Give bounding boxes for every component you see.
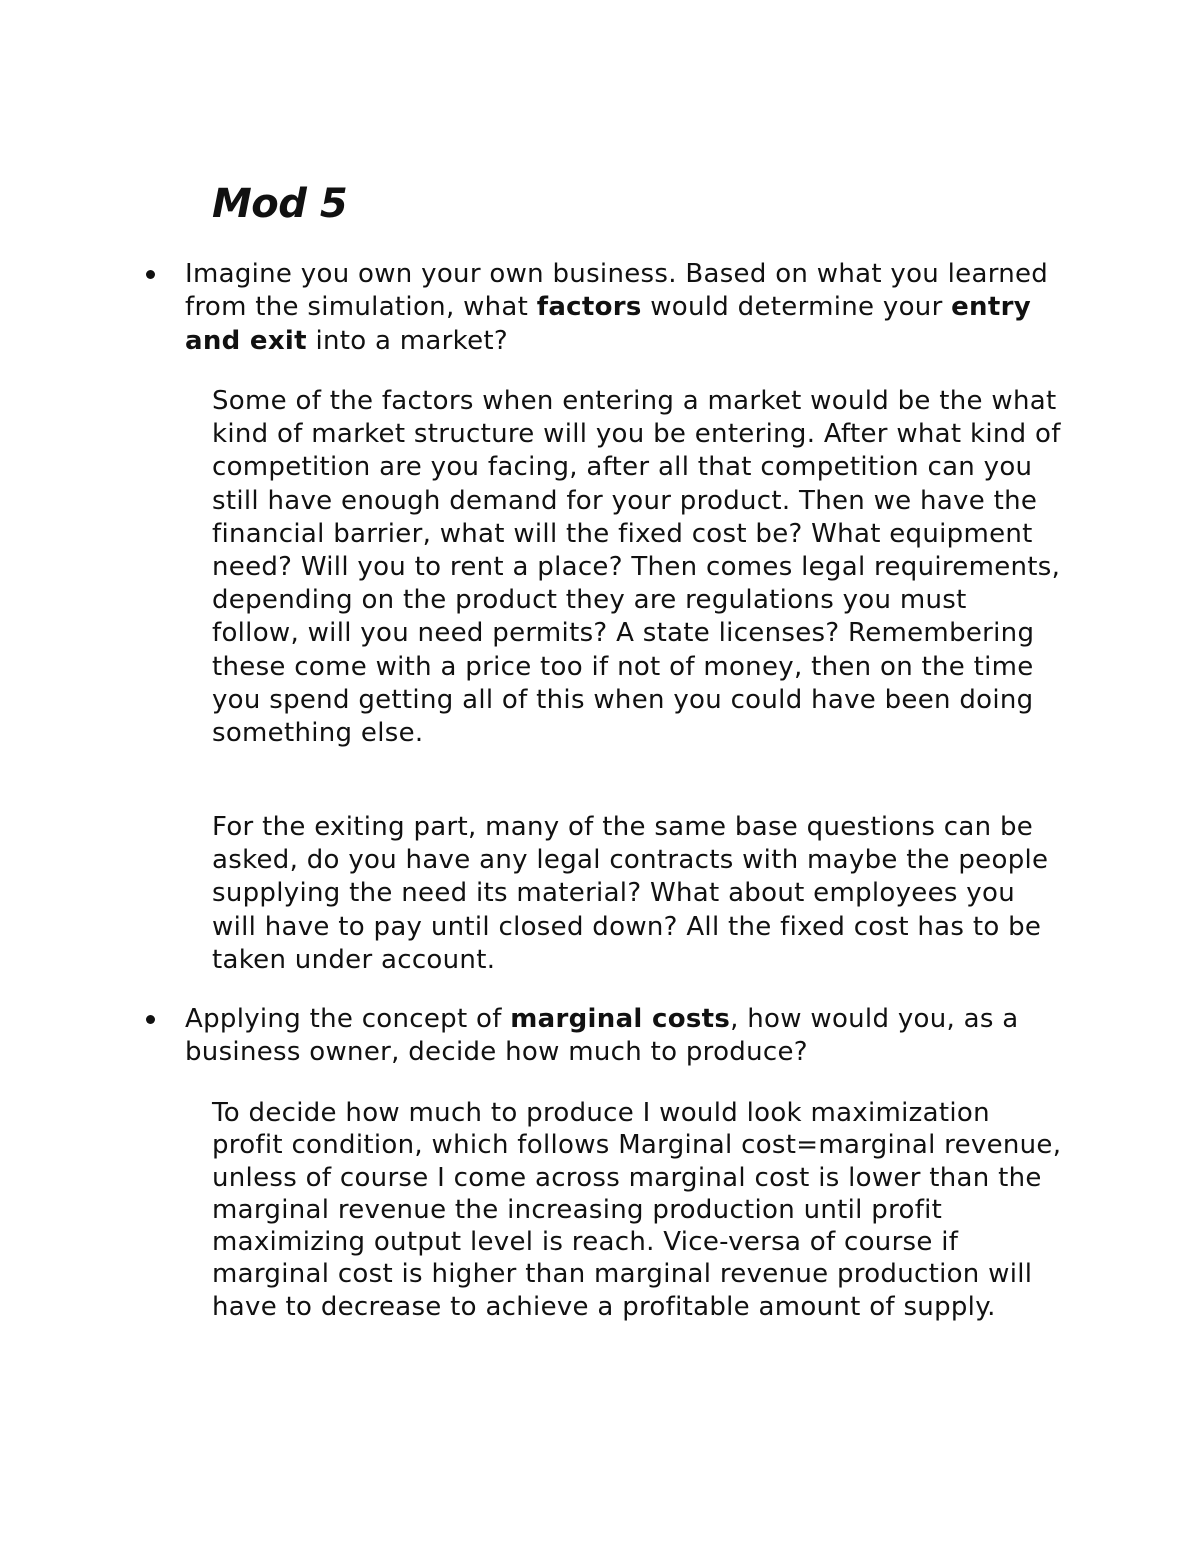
question-text: Applying the concept of [185,1004,511,1034]
bullet-icon [146,270,155,279]
question-emphasis: entry and exit [185,292,1031,356]
page-title: Mod 5 [212,181,348,227]
question-entry-exit [185,258,1065,358]
question-text: , how would you, as a business owner, decide how much to produce? [185,1004,1019,1068]
bullet-icon [146,1015,155,1024]
question-text: into a market? [306,325,508,356]
question-emphasis: factors [536,292,642,323]
answer-paragraph-exit: For the exiting part, many of the same base questions can be asked, do you have any legal contracts with maybe the people supplying the need its material? What about employees you will have to pay until closed down? All the fixed cost has to be taken under account. [212,812,1049,975]
answer-paragraph-marginal: To decide how much to produce I would look maximization profit condition, which follows Marginal cost=marginal revenue, unless of course I come across marginal cost is lower than the marginal revenue the increasing production until profit maximizing output level is reach. Vice-versa of course if marginal cost is higher than marginal revenue production will have to decrease to achieve a profitable amount of supply. [212,1098,1062,1322]
question-text: would determine your [641,292,952,323]
question-marginal-costs [185,1003,1065,1070]
answer-paragraph-entry: Some of the factors when entering a market would be the what kind of market structure will you be entering. After what kind of competition are you facing, after all that competition can you still have enough demand for your product. Then we have the financial barrier, what will the fixed cost be? What equipment need? Will you to rent a place? Then comes legal requirements, depending on the product they are regulations you must follow, will you need permits? A state licenses? Remembering these come with a price too if not of money, then on the time you spend getting all of this when you could have been doing something else. [212,386,1061,749]
question-emphasis: marginal costs [510,1004,731,1034]
question-text: Imagine you own your own business. Based on what you learned from the simulation, what [185,259,1049,323]
